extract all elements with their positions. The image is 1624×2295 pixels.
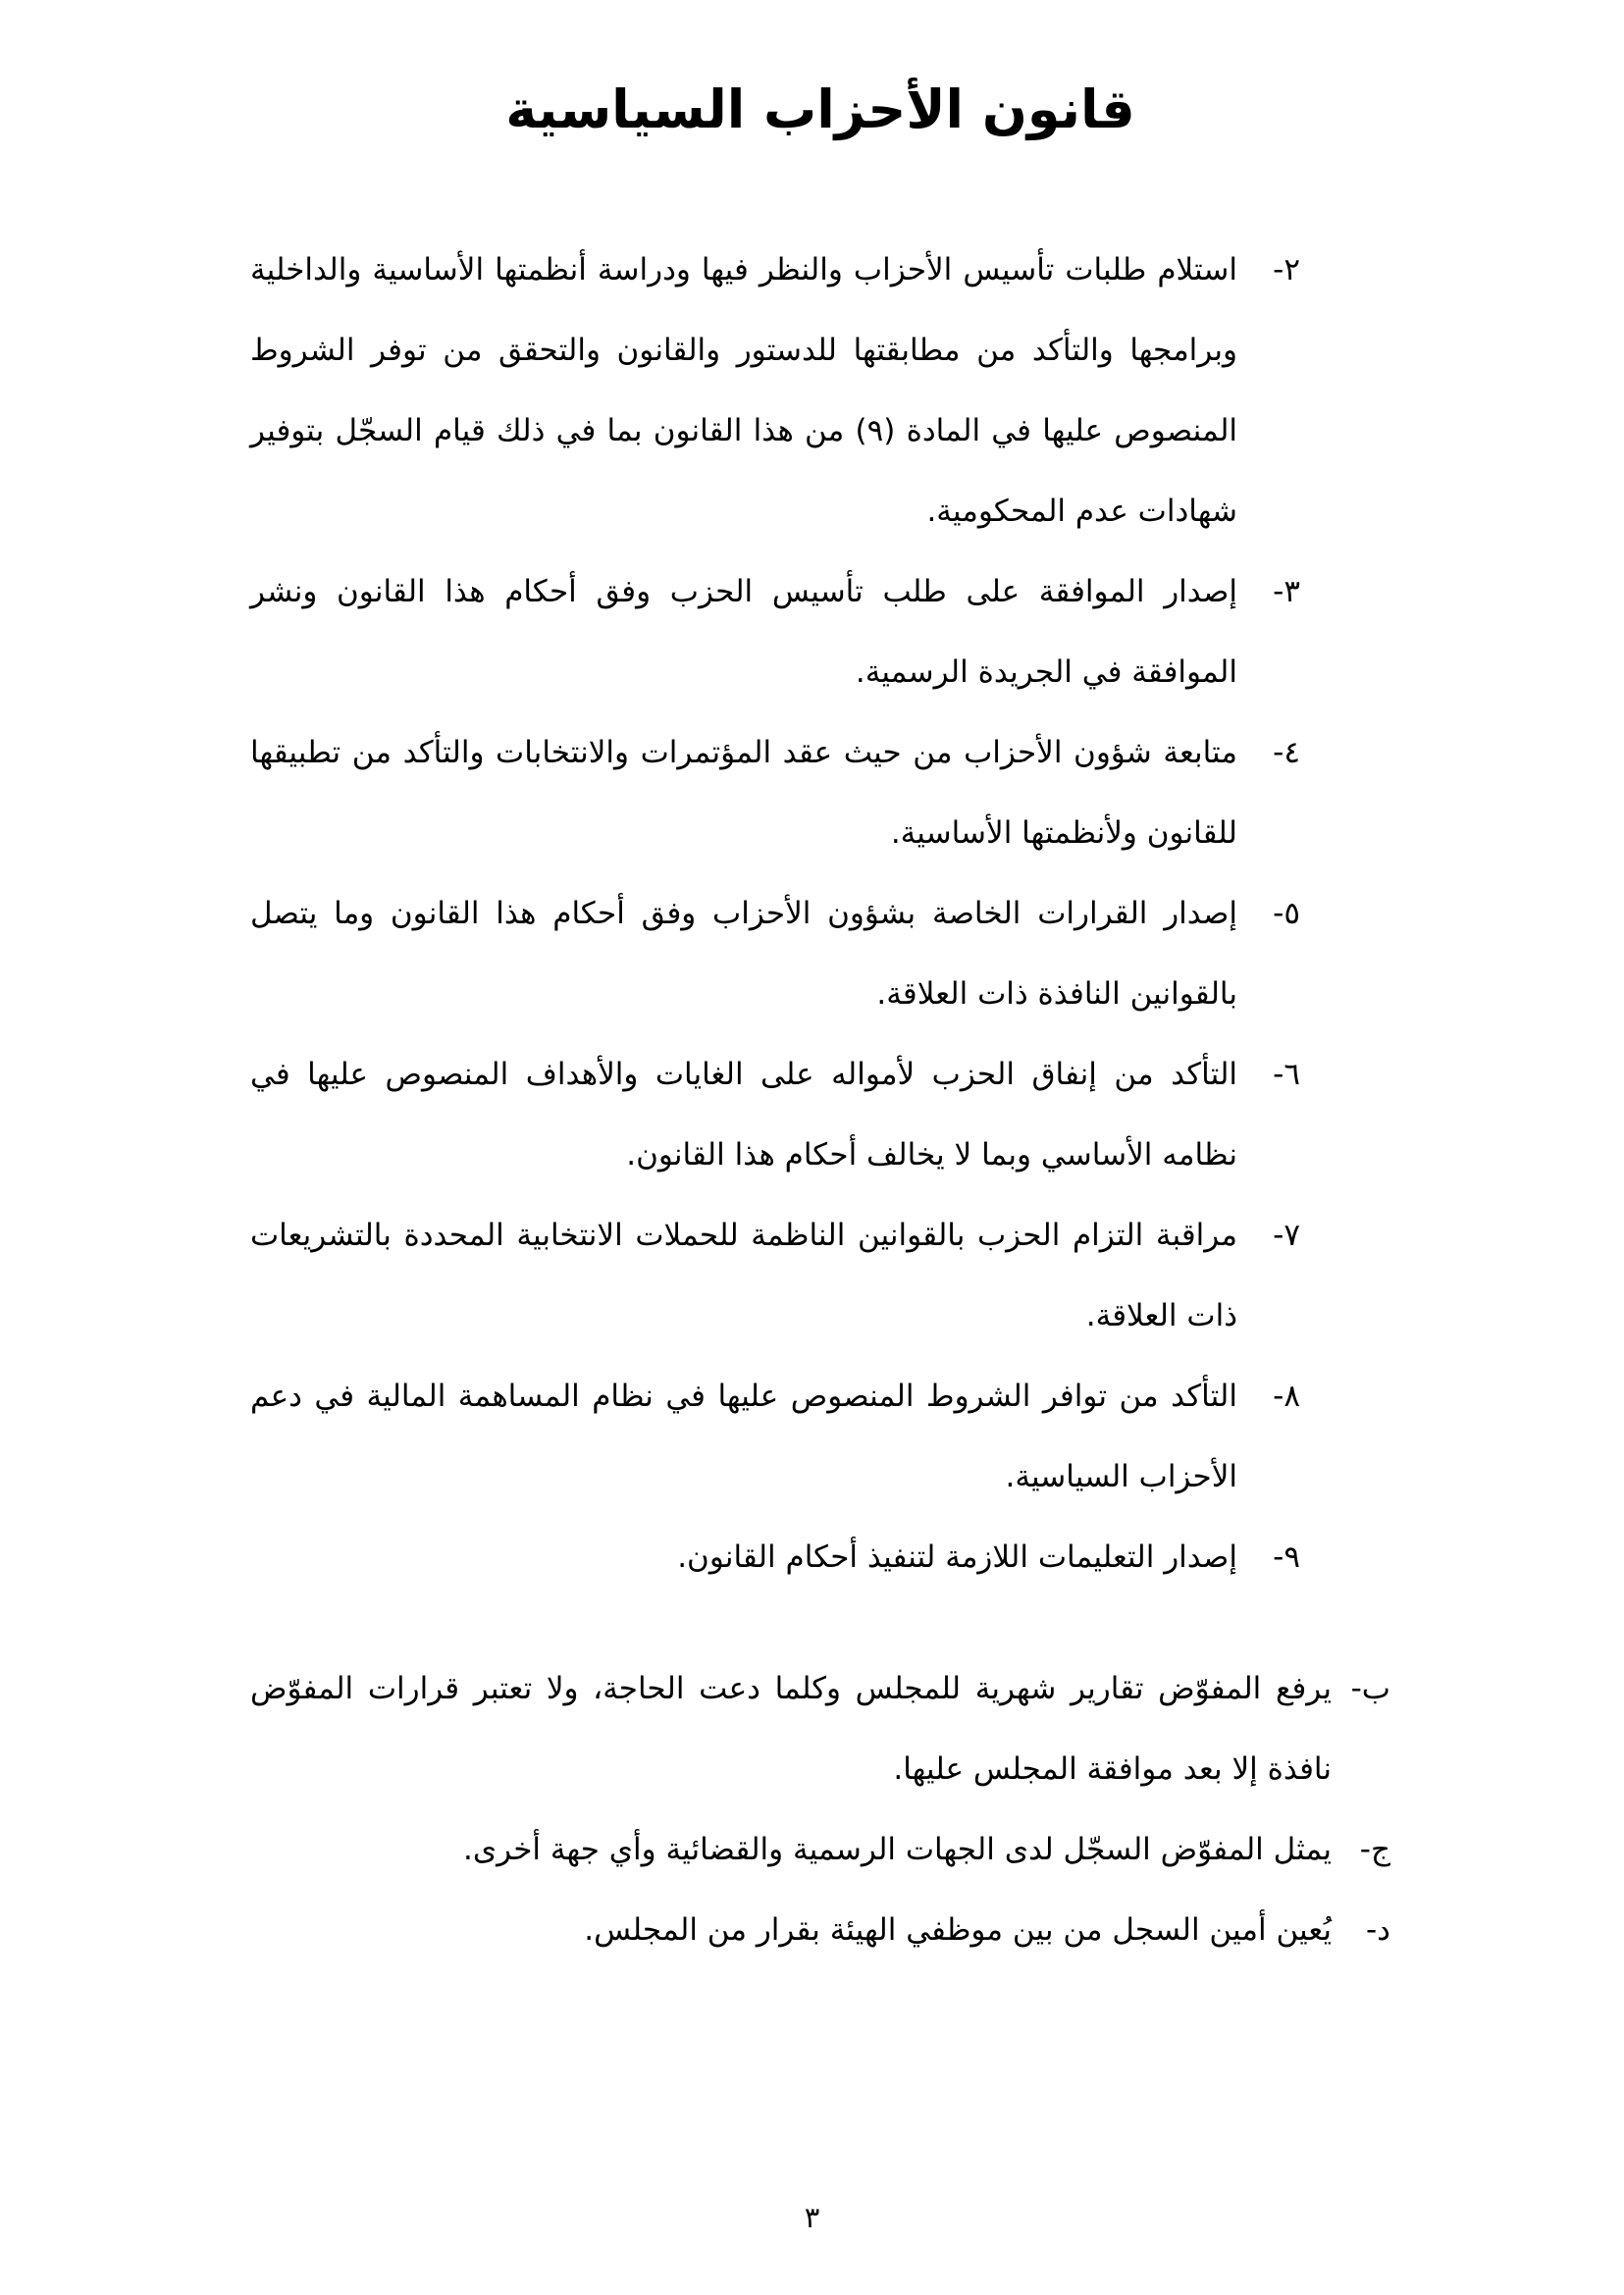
item-marker: ب- [1350, 1670, 1390, 1706]
page-title: قانون الأحزاب السياسية [505, 78, 1135, 140]
list-item [250, 1809, 1390, 1890]
item-text: يرفع المفوّض تقارير شهرية للمجلس وكلما دعت الحاجة، ولا تعتبر قرارات المفوّض نافذة إلا بعد موافقة المجلس عليها. [250, 1670, 1332, 1787]
item-marker: د- [1366, 1911, 1390, 1948]
item-text: إصدار القرارات الخاصة بشؤون الأحزاب وفق أحكام هذا القانون وما يتصل بالقوانين النافذة ذات العلاقة. [250, 895, 1237, 1012]
list-item [250, 1195, 1390, 1356]
list-item [250, 1517, 1390, 1597]
item-text: استلام طلبات تأسيس الأحزاب والنظر فيها ودراسة أنظمتها الأساسية والداخلية وبرامجها والتأكد من مطابقتها للدستور والقانون والتحقق من توفر الشروط المنصوص عليها في المادة (٩) من هذا القانون بما في ذلك قيام السجّل بتوفير شهادات عدم المحكومية. [250, 251, 1238, 529]
item-marker: ٢- [1273, 251, 1300, 287]
item-marker: ٧- [1273, 1217, 1300, 1253]
item-marker: ٦- [1273, 1056, 1300, 1092]
item-marker: ٩- [1273, 1539, 1300, 1575]
item-text: إصدار التعليمات اللازمة لتنفيذ أحكام القانون. [677, 1539, 1237, 1575]
item-text: مراقبة التزام الحزب بالقوانين الناظمة للحملات الانتخابية المحددة بالتشريعات ذات العلاقة. [250, 1217, 1237, 1333]
item-text: متابعة شؤون الأحزاب من حيث عقد المؤتمرات والانتخابات والتأكد من تطبيقها للقانون ولأنظمتها الأساسية. [250, 734, 1237, 851]
item-text: التأكد من إنفاق الحزب لأمواله على الغايات والأهداف المنصوص عليها في نظامه الأساسي وبما لا يخالف أحكام هذا القانون. [250, 1056, 1237, 1173]
list-item [250, 551, 1390, 712]
list-item [250, 1890, 1390, 1970]
item-marker: ج- [1359, 1831, 1390, 1867]
item-marker: ٤- [1273, 734, 1300, 770]
list-item [250, 1648, 1390, 1809]
list-item [250, 712, 1390, 873]
item-text: إصدار الموافقة على طلب تأسيس الحزب وفق أحكام هذا القانون ونشر الموافقة في الجريدة الرسمية. [250, 573, 1237, 690]
list-item [250, 1034, 1390, 1195]
item-text: التأكد من توافر الشروط المنصوص عليها في نظام المساهمة المالية في دعم الأحزاب السياسية. [250, 1378, 1237, 1494]
numbered-list [250, 230, 1390, 1597]
item-text: يُعين أمين السجل من بين موظفي الهيئة بقرار من المجلس. [584, 1911, 1332, 1948]
list-item [250, 873, 1390, 1034]
item-marker: ٣- [1273, 573, 1300, 609]
item-marker: ٨- [1273, 1378, 1300, 1414]
list-item [250, 230, 1390, 551]
item-marker: ٥- [1273, 895, 1300, 931]
lettered-list [250, 1648, 1390, 1970]
page-number: ٣ [804, 2201, 820, 2234]
list-item [250, 1356, 1390, 1517]
item-text: يمثل المفوّض السجّل لدى الجهات الرسمية والقضائية وأي جهة أخرى. [463, 1831, 1332, 1867]
